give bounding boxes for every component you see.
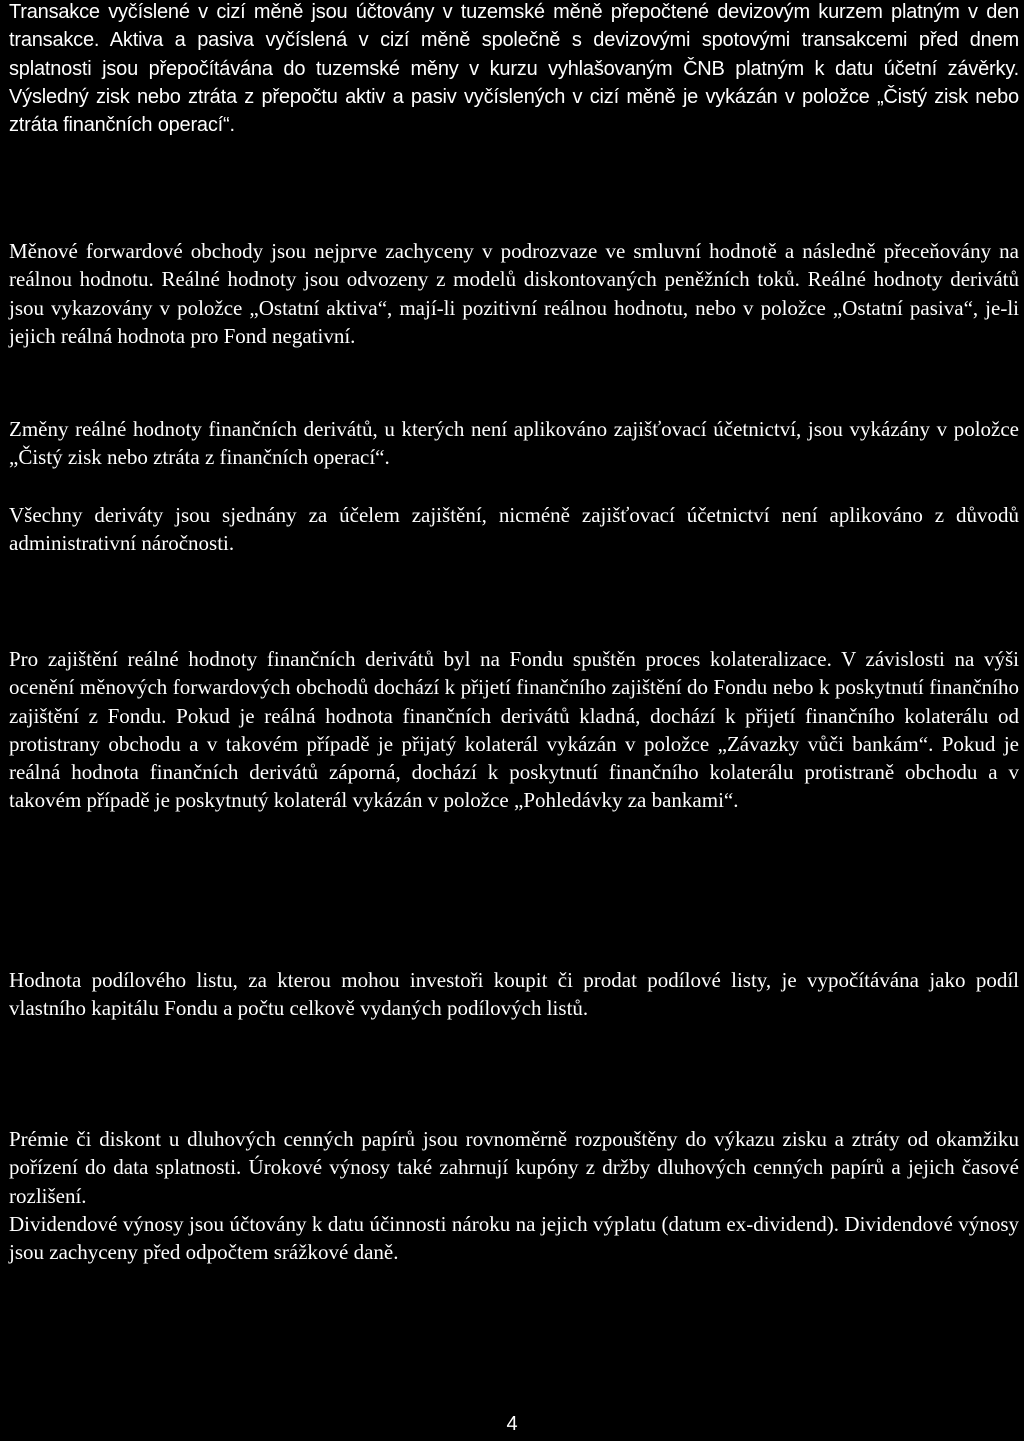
paragraph-currency-forwards: Měnové forwardové obchody jsou nejprve zachyceny v podrozvaze ve smluvní hodnotě a následně přeceňovány na reálnou hodnotu. Reálné hodnoty jsou odvozeny z modelů diskontovaných peněžních toků. Reálné hodnoty derivátů jsou vykazovány v položce „Ostatní aktiva“, mají-li pozitivní reálnou hodnotu, nebo v položce „Ostatní pasiva“, je-li jejich reálná hodnota pro Fond negativní. xyxy=(9,239,1019,348)
paragraph-debt-securities: Prémie či diskont u dluhových cenných papírů jsou rovnoměrně rozpouštěny do výkazu zisku a ztráty od okamžiku pořízení do data splatnosti. Úrokové výnosy také zahrnují kupóny z držby dluhových cenných papírů a jejich časové rozlišení. xyxy=(9,1127,1019,1208)
paragraph-unit-value: Hodnota podílového listu, za kterou mohou investoři koupit či prodat podílové listy, je vypočítávána jako podíl vlastního kapitálu Fondu a počtu celkově vydaných podílových listů. xyxy=(9,968,1019,1021)
paragraph-hedging: Všechny deriváty jsou sjednány za účelem zajištění, nicméně zajišťovací účetnictví není aplikováno z důvodů administrativní náročnosti. xyxy=(9,503,1019,556)
paragraph-derivative-changes: Změny reálné hodnoty finančních derivátů, u kterých není aplikováno zajišťovací účetnictví, jsou vykázány v položce „Čistý zisk nebo ztráta z finančních operací“. xyxy=(9,417,1019,470)
paragraph-dividends: Dividendové výnosy jsou účtovány k datu účinnosti nároku na jejich výplatu (datum ex-dividend). Dividendové výnosy jsou zachyceny před odpočtem srážkové daně. xyxy=(9,1212,1019,1265)
page-number: 4 xyxy=(506,1413,518,1435)
document-page xyxy=(9,0,1019,1441)
paragraph-foreign-currency: Transakce vyčíslené v cizí měně jsou účtovány v tuzemské měně přepočtené devizovým kurzem platným v den transakce. Aktiva a pasiva vyčíslená v cizí měně společně s devizovými spotovými transakcemi před dnem splatnosti jsou přepočítávána do tuzemské měny v kurzu vyhlašovaným ČNB platným k datu účetní závěrky. Výsledný zisk nebo ztráta z přepočtu aktiv a pasiv vyčíslených v cizí měně je vykázán v položce „Čistý zisk nebo ztráta finančních operací“. xyxy=(9,1,1019,137)
paragraph-collateral: Pro zajištění reálné hodnoty finančních derivátů byl na Fondu spuštěn proces kolateralizace. V závislosti na výši ocenění měnových forwardových obchodů dochází k přijetí finančního zajištění do Fondu nebo k poskytnutí finančního zajištění z Fondu. Pokud je reálná hodnota finančních derivátů kladná, dochází k přijetí finančního kolaterálu od protistrany obchodu a v takovém případě je přijatý kolaterál vykázán v položce „Závazky vůči bankám“. Pokud je reálná hodnota finančních derivátů záporná, dochází k poskytnutí finančního kolaterálu protistraně obchodu a v takovém případě je poskytnutý kolaterál vykázán v položce „Pohledávky za bankami“. xyxy=(9,647,1019,813)
